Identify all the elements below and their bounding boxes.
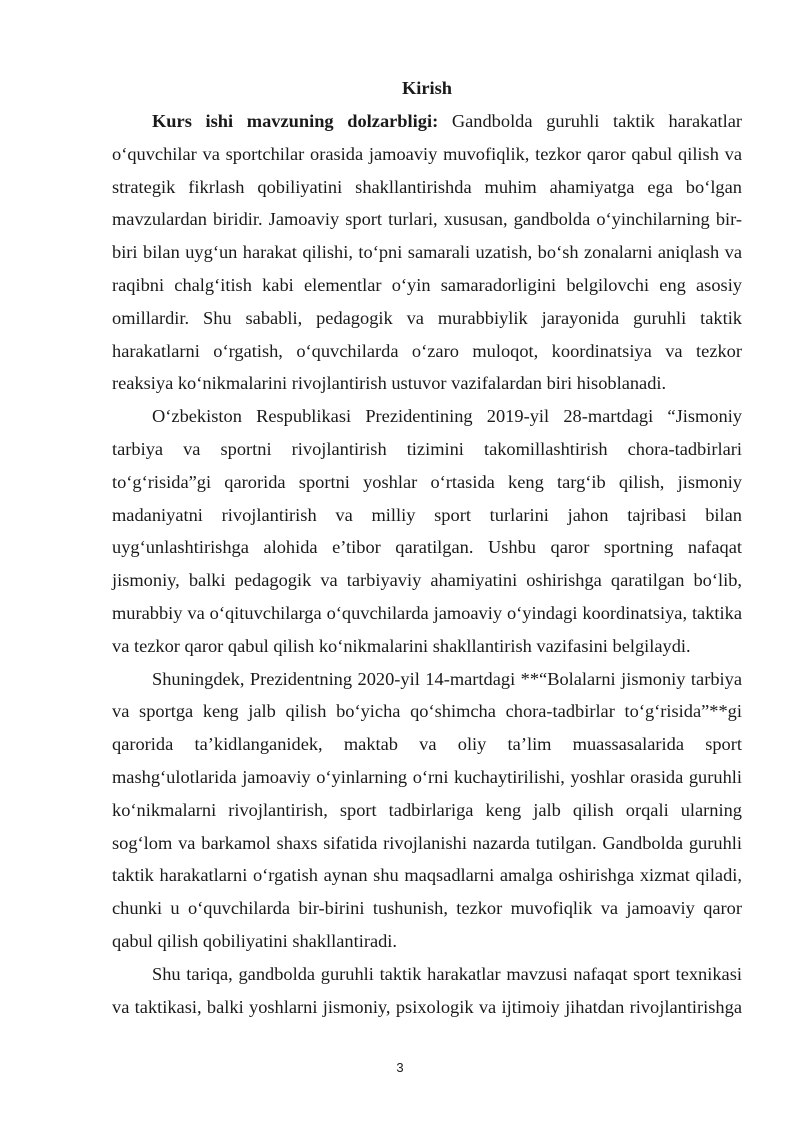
section-title: Kirish (401, 78, 453, 98)
paragraph-decree-2020 (112, 663, 742, 958)
page-number: 3 (396, 1060, 404, 1075)
paragraph-conclusion (112, 958, 742, 1024)
paragraph-relevance (112, 105, 742, 400)
paragraph-lead: Kurs ishi mavzuning dolzarbligi: (152, 111, 439, 131)
paragraph-text: O‘zbekiston Respublikasi Prezidentining 2019-yil 28-martdagi “Jismoniy tarbiya va sportni rivojlantirish tizimini takomillashtirish chora-tadbirlari to‘g‘risida”gi qarorida sportni yoshlar o‘rtasida keng targ‘ib qilish, jismoniy madaniyatni rivojlantirish va milliy sport turlarini jahon tajribasi bilan uyg‘unlashtirishga alohida e’tibor qaratilgan. Ushbu qaror sportning nafaqat jismoniy, balki pedagogik va tarbiyaviy ahamiyatini oshirishga qaratilgan bo‘lib, murabbiy va o‘qituvchilarga o‘quvchilarda jamoaviy o‘yindagi koordinatsiya, taktika va tezkor qaror qabul qilish ko‘nikmalarini shakllantirish vazifasini belgilaydi. (112, 406, 742, 656)
paragraph-decree-2019 (112, 400, 742, 662)
paragraph-text: Shuningdek, Prezidentning 2020-yil 14-martdagi **“Bolalarni jismoniy tarbiya va sportga keng jalb qilish bo‘yicha qo‘shimcha chora-tadbirlar to‘g‘risida”**gi qarorida ta’kidlanganidek, maktab va oliy ta’lim muassasalarida sport mashg‘ulotlarida jamoaviy o‘yinlarning o‘rni kuchaytirilishi, yoshlar orasida guruhli ko‘nikmalarni rivojlantirish, sport tadbirlariga keng jalb qilish orqali ularning sog‘lom va barkamol shaxs sifatida rivojlanishi nazarda tutilgan. Gandbolda guruhli taktik harakatlarni o‘rgatish aynan shu maqsadlarni amalga oshirishga xizmat qiladi, chunki u o‘quvchilarda bir-birini tushunish, tezkor muvofiqlik va jamoaviy qaror qabul qilish qobiliyatini shakllantiradi. (112, 668, 742, 951)
paragraph-text: Shu tariqa, gandbolda guruhli taktik harakatlar mavzusi nafaqat sport texnikasi va taktikasi, balki yoshlarni jismoniy, psixologik va ijtimoiy jihatdan rivojlantirishga (112, 963, 742, 1017)
document-page (112, 72, 742, 1023)
paragraph-text: Gandbolda guruhli taktik harakatlar o‘quvchilar va sportchilar orasida jamoaviy muvofiqlik, tezkor qaror qabul qilish va strategik fikrlash qobiliyatini shakllantirishda muhim ahamiyatga ega bo‘lgan mavzulardan biridir. Jamoaviy sport turlari, xususan, gandbolda o‘yinchilarning bir-biri bilan uyg‘un harakat qilishi, to‘pni samarali uzatish, bo‘sh zonalarni aniqlash va raqibni chalg‘itish kabi elementlar o‘yin samaradorligini belgilovchi eng asosiy omillardir. Shu sababli, pedagogik va murabbiylik jarayonida guruhli taktik harakatlarni o‘rgatish, o‘quvchilarda o‘zaro muloqot, koordinatsiya va tezkor reaksiya ko‘nikmalarini rivojlantirish ustuvor vazifalardan biri hisoblanadi. (112, 111, 742, 394)
